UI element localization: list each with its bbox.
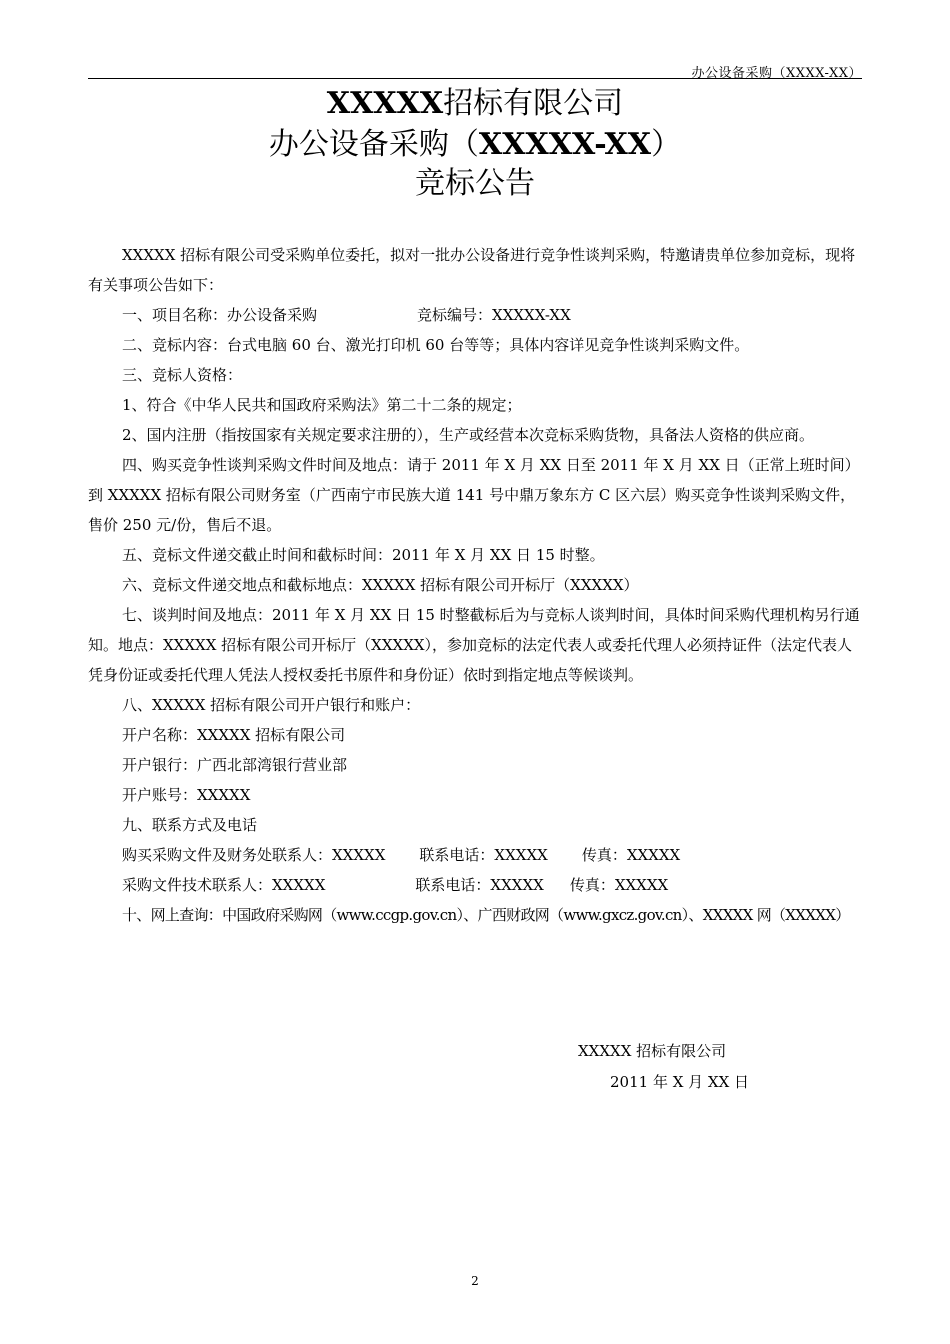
item-8: 八、XXXXX 招标有限公司开户银行和账户： xyxy=(122,696,421,714)
title-company xyxy=(0,86,950,122)
contact-1-person: 购买采购文件及财务处联系人：XXXXX xyxy=(122,846,386,864)
account-bank: 开户银行：广西北部湾银行营业部 xyxy=(122,756,348,774)
header-divider xyxy=(88,78,862,79)
title-company-code: XXXXX xyxy=(326,86,444,121)
item-6: 六、竞标文件递交地点和截标地点：XXXXX 招标有限公司开标厅（XXXXX） xyxy=(122,576,639,594)
account-name: 开户名称：XXXXX 招标有限公司 xyxy=(122,726,346,744)
item-3: 三、竞标人资格： xyxy=(122,366,243,384)
title-company-name: 招标有限公司 xyxy=(443,86,624,121)
item-4: 四、购买竞争性谈判采购文件时间及地点：请于 2011 年 X 月 XX 日至 2011 年 X 月 XX 日（正常上班时间）到 XXXXX 招标有限公司财务室（广西南宁市民族大道 141 号中鼎万象东方 C 区六层）购买竞争性谈判采购文件，售价 250 元/份，售后不退。 xyxy=(88,456,860,534)
contact-1-fax: 传真：XXXXX xyxy=(581,846,681,864)
signature-date: 2011 年 X 月 XX 日 xyxy=(610,1073,750,1091)
item-1-project-name: 一、项目名称：办公设备采购 xyxy=(122,306,318,324)
item-5: 五、竞标文件递交截止时间和截标时间：2011 年 X 月 XX 日 15 时整。 xyxy=(122,546,605,564)
item-1-bid-code: 竞标编号：XXXXX-XX xyxy=(417,306,571,324)
item-3-2: 2、国内注册（指按国家有关规定要求注册的），生产或经营本次竞标采购货物，具备法人资格的供应商。 xyxy=(122,426,815,444)
account-number: 开户账号：XXXXX xyxy=(122,786,251,804)
contact-2-phone: 联系电话：XXXXX xyxy=(415,876,544,894)
contact-2-fax: 传真：XXXXX xyxy=(569,876,669,894)
item-2: 二、竞标内容：台式电脑 60 台、激光打印机 60 台等等；具体内容详见竞争性谈判采购文件。 xyxy=(122,336,750,354)
item-3-1: 1、符合《中华人民共和国政府采购法》第二十二条的规定； xyxy=(122,396,522,414)
title-project-code: XXXXX-XX xyxy=(478,127,652,162)
item-1 xyxy=(88,300,862,330)
intro-paragraph: XXXXX 招标有限公司受采购单位委托，拟对一批办公设备进行竞争性谈判采购，特邀请贵单位参加竞标，现将有关事项公告如下： xyxy=(88,246,856,294)
running-header: 办公设备采购（XXXX-XX） xyxy=(691,66,862,81)
page-number: 2 xyxy=(471,1274,479,1288)
item-9: 九、联系方式及电话 xyxy=(122,816,258,834)
title-project xyxy=(0,127,950,163)
signature-company: XXXXX 招标有限公司 xyxy=(578,1042,727,1060)
title-project-prefix: 办公设备采购（ xyxy=(268,127,479,162)
item-7: 七、谈判时间及地点：2011 年 X 月 XX 日 15 时整截标后为与竞标人谈判时间，具体时间采购代理机构另行通知。地点：XXXXX 招标有限公司开标厅（XXXXX），参加竞标的法定代表人或委托代理人必须持证件（法定代表人凭身份证或委托代理人凭法人授权委托书原件和身份证）依时到指定地点等候谈判。 xyxy=(88,606,860,684)
contact-row-1 xyxy=(88,840,862,870)
item-10: 十、网上查询：中国政府采购网（www.ccgp.gov.cn）、广西财政网（www.gxcz.gov.cn）、XXXXX 网（XXXXX） xyxy=(122,906,850,924)
contact-1-phone: 联系电话：XXXXX xyxy=(419,846,548,864)
contact-2-person: 采购文件技术联系人：XXXXX xyxy=(122,876,326,894)
contact-row-2 xyxy=(88,870,862,900)
announcement-body xyxy=(88,240,862,930)
title-doc-type: 竞标公告 xyxy=(415,166,535,201)
title-project-suffix: ） xyxy=(651,127,682,162)
